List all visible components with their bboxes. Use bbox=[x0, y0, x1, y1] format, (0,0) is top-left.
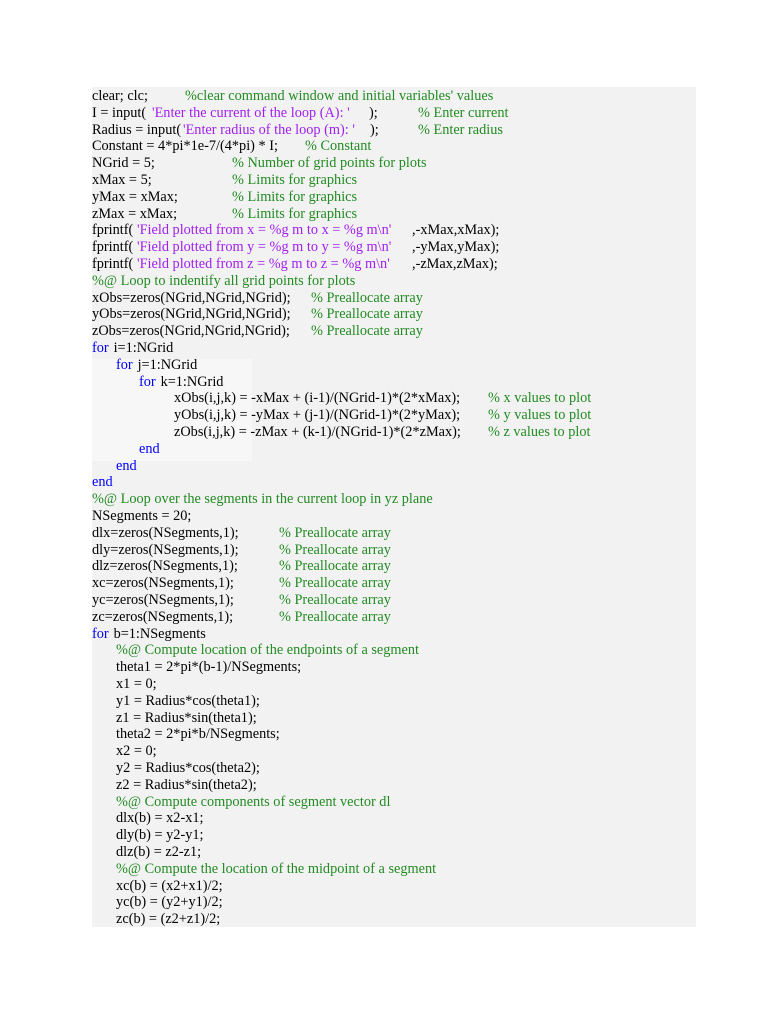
code-token-code: z1 = Radius*sin(theta1); bbox=[116, 709, 257, 726]
code-token-code: ); bbox=[369, 104, 378, 121]
code-token-code: y2 = Radius*cos(theta2); bbox=[116, 760, 260, 776]
code-token-code: zMax = xMax; bbox=[92, 205, 178, 222]
code-token-cmt: % Enter radius bbox=[418, 121, 503, 138]
code-token-code: yObs=zeros(NGrid,NGrid,NGrid); bbox=[92, 306, 291, 323]
code-token-code: dlx=zeros(NSegments,1); bbox=[92, 524, 239, 541]
code-token-code: yc=zeros(NSegments,1); bbox=[92, 592, 234, 608]
code-token-str: 'Enter radius of the loop (m): ' bbox=[183, 121, 355, 138]
code-token-cmt: % Preallocate array bbox=[279, 575, 391, 592]
code-token-cmt: % Enter current bbox=[418, 104, 509, 121]
code-token-kw: end bbox=[116, 457, 137, 474]
code-token-cmt: % Preallocate array bbox=[279, 524, 391, 541]
code-token-code: fprintf( bbox=[92, 222, 134, 239]
code-token-cmt: % Preallocate array bbox=[279, 608, 391, 625]
code-token-code: dlz(b) = z2-z1; bbox=[116, 844, 202, 860]
code-token-code: Radius = input( bbox=[92, 121, 182, 138]
code-token-code: theta1 = 2*pi*(b-1)/NSegments; bbox=[116, 659, 302, 676]
code-token-code: yc(b) = (y2+y1)/2; bbox=[116, 894, 223, 911]
code-token-str: 'Field plotted from x = %g m to x = %g m\n' bbox=[137, 222, 392, 239]
code-token-cmt: %@ Loop over the segments in the current loop in yz plane bbox=[92, 491, 433, 508]
code-token-kw: for bbox=[92, 340, 109, 356]
code-token-code: zc=zeros(NSegments,1); bbox=[92, 608, 234, 625]
code-token-code: zObs=zeros(NGrid,NGrid,NGrid); bbox=[92, 323, 290, 340]
code-token-code: NSegments = 20; bbox=[92, 508, 192, 524]
code-token-code: I = input( bbox=[92, 104, 147, 121]
code-token-str: 'Field plotted from z = %g m to z = %g m\n' bbox=[137, 256, 390, 272]
code-token-code: ); bbox=[370, 121, 379, 138]
code-token-cmt: %@ Loop to indentify all grid points for plots bbox=[92, 272, 356, 289]
code-token-code: dly=zeros(NSegments,1); bbox=[92, 541, 239, 558]
code-token-cmt: %@ Compute location of the endpoints of a segment bbox=[116, 642, 420, 659]
code-token-cmt: % z values to plot bbox=[488, 424, 591, 440]
code-token-cmt: % Limits for graphics bbox=[232, 205, 358, 222]
code-token-code: b=1:NSegments bbox=[110, 625, 206, 642]
code-token-code: j=1:NGrid bbox=[134, 356, 198, 373]
code-token-cmt: % Preallocate array bbox=[279, 558, 391, 575]
code-token-cmt: % Preallocate array bbox=[311, 306, 423, 323]
code-token-cmt: % y values to plot bbox=[488, 407, 592, 424]
code-token-code: z2 = Radius*sin(theta2); bbox=[116, 776, 257, 793]
code-token-str: 'Field plotted from y = %g m to y = %g m\n' bbox=[137, 239, 392, 256]
code-token-code: dlz=zeros(NSegments,1); bbox=[92, 558, 238, 575]
code-token-str: 'Enter the current of the loop (A): ' bbox=[152, 104, 350, 121]
code-token-code: x1 = 0; bbox=[116, 676, 157, 692]
code-token-code: k=1:NGrid bbox=[157, 373, 224, 390]
code-token-code: Constant = 4*pi*1e-7/(4*pi) * I; bbox=[92, 138, 278, 155]
code-token-code: ,-xMax,xMax); bbox=[412, 222, 500, 239]
code-token-code: fprintf( bbox=[92, 239, 134, 256]
code-token-code: xc=zeros(NSegments,1); bbox=[92, 575, 234, 592]
code-token-cmt: % Number of grid points for plots bbox=[232, 155, 427, 172]
code-token-code: dly(b) = y2-y1; bbox=[116, 827, 204, 844]
code-token-kw: for bbox=[92, 625, 109, 642]
code-token-code: zObs(i,j,k) = -zMax + (k-1)/(NGrid-1)*(2*zMax); bbox=[174, 424, 461, 440]
code-token-code: ,-zMax,zMax); bbox=[412, 256, 498, 272]
code-token-code: theta2 = 2*pi*b/NSegments; bbox=[116, 726, 280, 743]
code-token-cmt: % Preallocate array bbox=[279, 592, 391, 608]
code-token-cmt: % Constant bbox=[305, 138, 372, 155]
code-token-code: zc(b) = (z2+z1)/2; bbox=[116, 911, 221, 928]
code-token-code: clear; clc; bbox=[92, 88, 148, 104]
code-token-cmt: %@ Compute components of segment vector dl bbox=[116, 793, 391, 810]
code-token-kw: for bbox=[139, 373, 156, 390]
code-token-kw: end bbox=[139, 440, 160, 457]
code-token-code: dlx(b) = x2-x1; bbox=[116, 810, 204, 827]
code-token-cmt: % Preallocate array bbox=[311, 323, 423, 340]
code-token-code: x2 = 0; bbox=[116, 743, 157, 760]
code-token-code: yMax = xMax; bbox=[92, 188, 178, 205]
code-token-code: xc(b) = (x2+x1)/2; bbox=[116, 877, 223, 894]
code-token-cmt: % Limits for graphics bbox=[232, 172, 358, 188]
code-token-code: yObs(i,j,k) = -yMax + (j-1)/(NGrid-1)*(2*yMax); bbox=[174, 407, 461, 424]
code-token-code: i=1:NGrid bbox=[110, 340, 174, 356]
code-token-cmt: % Limits for graphics bbox=[232, 188, 358, 205]
code-token-cmt: %clear command window and initial variables' values bbox=[185, 88, 494, 104]
code-token-code: xObs=zeros(NGrid,NGrid,NGrid); bbox=[92, 289, 291, 306]
code-token-code: xObs(i,j,k) = -xMax + (i-1)/(NGrid-1)*(2*xMax); bbox=[174, 390, 461, 407]
code-token-cmt: % x values to plot bbox=[488, 390, 592, 407]
code-token-cmt: % Preallocate array bbox=[279, 541, 391, 558]
code-token-code: xMax = 5; bbox=[92, 172, 152, 188]
code-token-code: NGrid = 5; bbox=[92, 155, 155, 172]
code-token-kw: for bbox=[116, 356, 133, 373]
code-token-cmt: % Preallocate array bbox=[311, 289, 423, 306]
code-token-code: ,-yMax,yMax); bbox=[412, 239, 500, 256]
code-token-cmt: %@ Compute the location of the midpoint of a segment bbox=[116, 860, 437, 877]
code-token-code: fprintf( bbox=[92, 256, 134, 272]
code-token-code: y1 = Radius*cos(theta1); bbox=[116, 692, 260, 709]
code-block bbox=[92, 87, 696, 927]
code-token-kw: end bbox=[92, 474, 113, 491]
